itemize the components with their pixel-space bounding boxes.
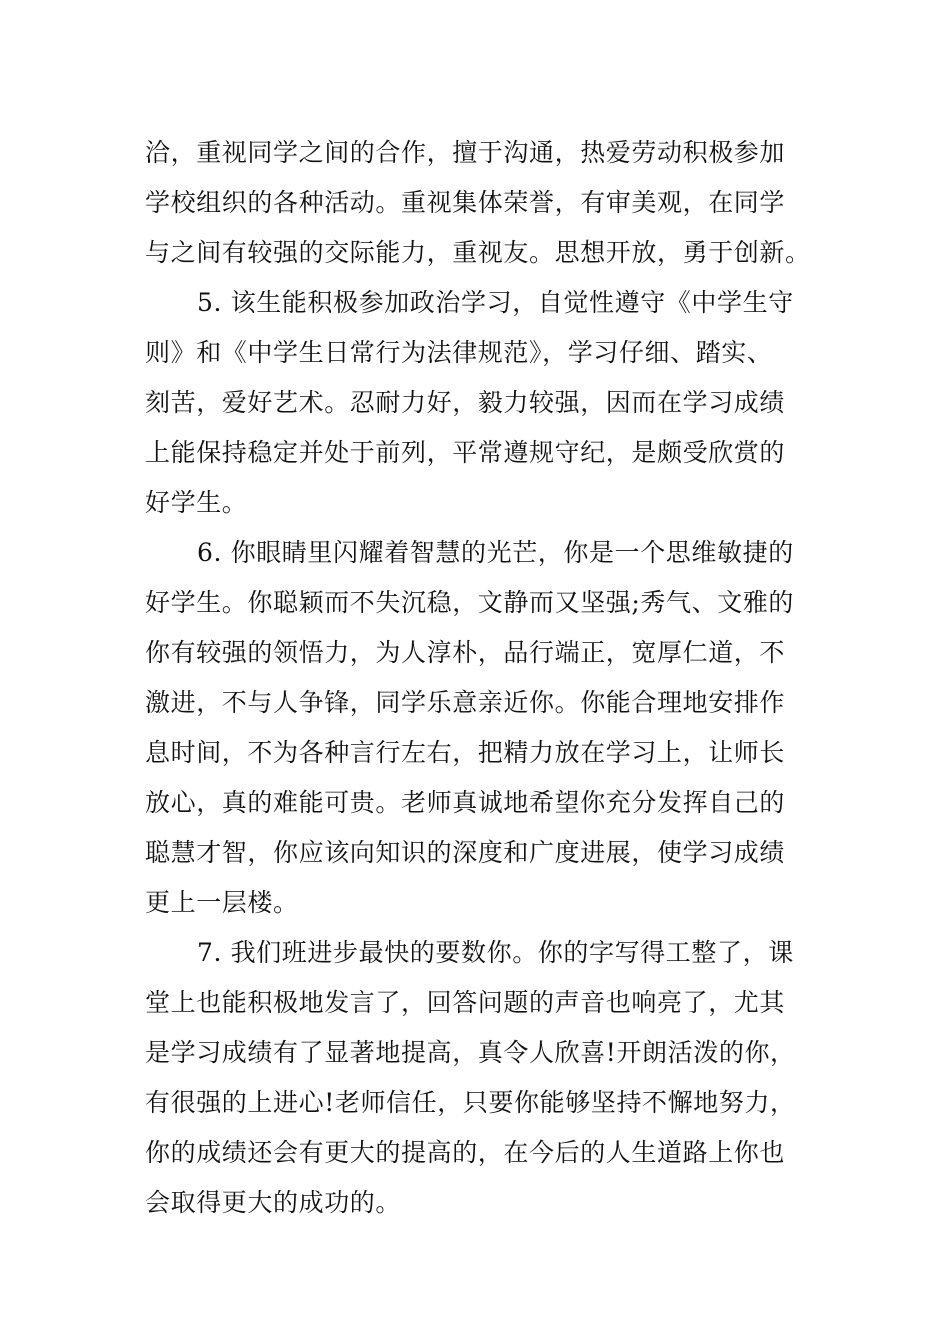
document-body xyxy=(145,128,815,1228)
text-line: 刻苦，爱好艺术。忍耐力好，毅力较强，因而在学习成绩 xyxy=(145,388,786,417)
text-line: 会取得更大的成功的。 xyxy=(145,1188,402,1217)
text-line: 有很强的上进心!老师信任，只要你能够坚持不懈地努力， xyxy=(145,1088,796,1117)
text-line: 激进，不与人争锋，同学乐意亲近你。你能合理地安排作 xyxy=(145,688,786,717)
paragraph-5-first-line: 5. 该生能积极参加政治学习，自觉性遵守《中学生守 xyxy=(197,288,794,317)
text-line: 与之间有较强的交际能力，重视友。思想开放，勇于创新。 xyxy=(145,238,811,267)
paragraph-6-first-line: 6. 你眼睛里闪耀着智慧的光芒，你是一个思维敏捷的 xyxy=(197,538,794,567)
paragraph-7-first-line: 7. 我们班进步最快的要数你。你的字写得工整了，课 xyxy=(197,938,794,967)
text-line: 好学生。 xyxy=(145,488,248,517)
text-line: 你有较强的领悟力，为人淳朴，品行端正，宽厚仁道，不 xyxy=(145,638,786,667)
text-line: 你的成绩还会有更大的提高的，在今后的人生道路上你也 xyxy=(145,1138,786,1167)
text-line: 学校组织的各种活动。重视集体荣誉，有审美观，在同学 xyxy=(145,188,786,217)
text-line: 聪慧才智，你应该向知识的深度和广度进展，使学习成绩 xyxy=(145,838,786,867)
text-line: 好学生。你聪颖而不失沉稳，文静而又坚强;秀气、文雅的 xyxy=(145,588,795,617)
text-line: 息时间，不为各种言行左右，把精力放在学习上，让师长 xyxy=(145,738,786,767)
text-line: 洽，重视同学之间的合作，擅于沟通，热爱劳动积极参加 xyxy=(145,138,786,167)
text-line: 更上一层楼。 xyxy=(145,888,299,917)
text-line: 堂上也能积极地发言了，回答问题的声音也响亮了，尤其 xyxy=(145,988,786,1017)
text-line: 是学习成绩有了显著地提高，真令人欣喜!开朗活泼的你， xyxy=(145,1038,796,1067)
text-line: 放心，真的难能可贵。老师真诚地希望你充分发挥自己的 xyxy=(145,788,786,817)
text-line: 则》和《中学生日常行为法律规范》，学习仔细、踏实、 xyxy=(145,338,773,367)
text-line: 上能保持稳定并处于前列，平常遵规守纪，是颇受欣赏的 xyxy=(145,438,786,467)
